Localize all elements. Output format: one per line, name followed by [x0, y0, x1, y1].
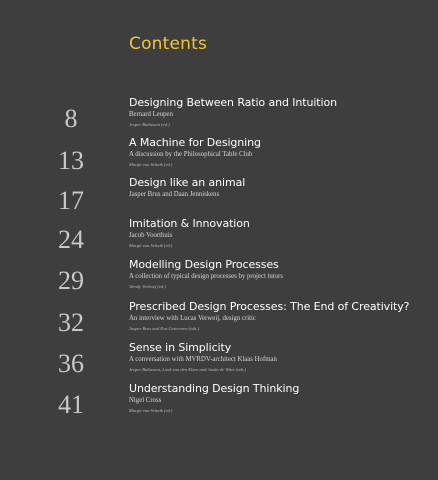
entry-title[interactable]: Imitation & Innovation: [129, 217, 250, 230]
entry-title[interactable]: Modelling Design Processes: [129, 258, 279, 271]
entry-author: Margit van Schaik (ed.): [129, 408, 173, 413]
entry-title[interactable]: A Machine for Designing: [129, 136, 261, 149]
page-number: 8: [64, 104, 78, 133]
page-number: 24: [58, 225, 84, 254]
entry-subtitle: Bernard Leupen: [129, 111, 173, 118]
page-number: 13: [58, 146, 84, 175]
entry-subtitle: A discussion by the Philosophical Table Club: [129, 151, 253, 158]
page-number: 41: [58, 390, 84, 419]
entry-title[interactable]: Designing Between Ratio and Intuition: [129, 96, 337, 109]
toc-entry[interactable]: [0, 136, 438, 176]
entry-subtitle: Nigel Cross: [129, 397, 162, 404]
entry-author: Jesper Baltussen, Louk van den Elzen and Justin de Witte (eds.): [129, 367, 247, 372]
entry-subtitle: An interview with Lucas Verweij, design critic: [129, 315, 256, 322]
toc-entry[interactable]: [0, 258, 438, 298]
entry-title[interactable]: Sense in Simplicity: [129, 341, 232, 354]
entry-author: Margit van Schaik (ed.): [129, 162, 173, 167]
toc-entry[interactable]: [0, 341, 438, 381]
toc-entry[interactable]: [0, 300, 438, 340]
entry-subtitle: A conversation with MVRDV-architect Klaas Hofman: [129, 356, 277, 363]
toc-entry[interactable]: [0, 217, 438, 257]
page-number: 36: [58, 349, 84, 378]
entry-subtitle: Jacob Voorthuis: [129, 232, 173, 239]
toc-entry[interactable]: [0, 176, 438, 216]
entry-author: Margit van Schaik (ed.): [129, 243, 173, 248]
entry-title[interactable]: Understanding Design Thinking: [129, 382, 300, 395]
entry-author: Jesper Baltussen (ed.): [129, 122, 170, 127]
entry-author: Jasper Brus and Eva Geinevren (eds.): [129, 326, 199, 331]
page-number: 17: [58, 186, 84, 215]
toc-entry[interactable]: [0, 96, 438, 136]
toc-entry[interactable]: [0, 382, 438, 422]
entry-author: Wendy Verhoef (ed.): [129, 284, 166, 289]
entry-title[interactable]: Design like an animal: [129, 176, 246, 189]
entry-title[interactable]: Prescribed Design Processes: The End of Creativity?: [129, 300, 410, 313]
page-number: 32: [58, 308, 84, 337]
page-number: 29: [58, 266, 84, 295]
page-title: Contents: [129, 34, 208, 54]
entry-subtitle: A collection of typical design processes by project tutors: [129, 273, 284, 280]
entry-subtitle: Jasper Brus and Daan Jenniskens: [129, 191, 220, 198]
